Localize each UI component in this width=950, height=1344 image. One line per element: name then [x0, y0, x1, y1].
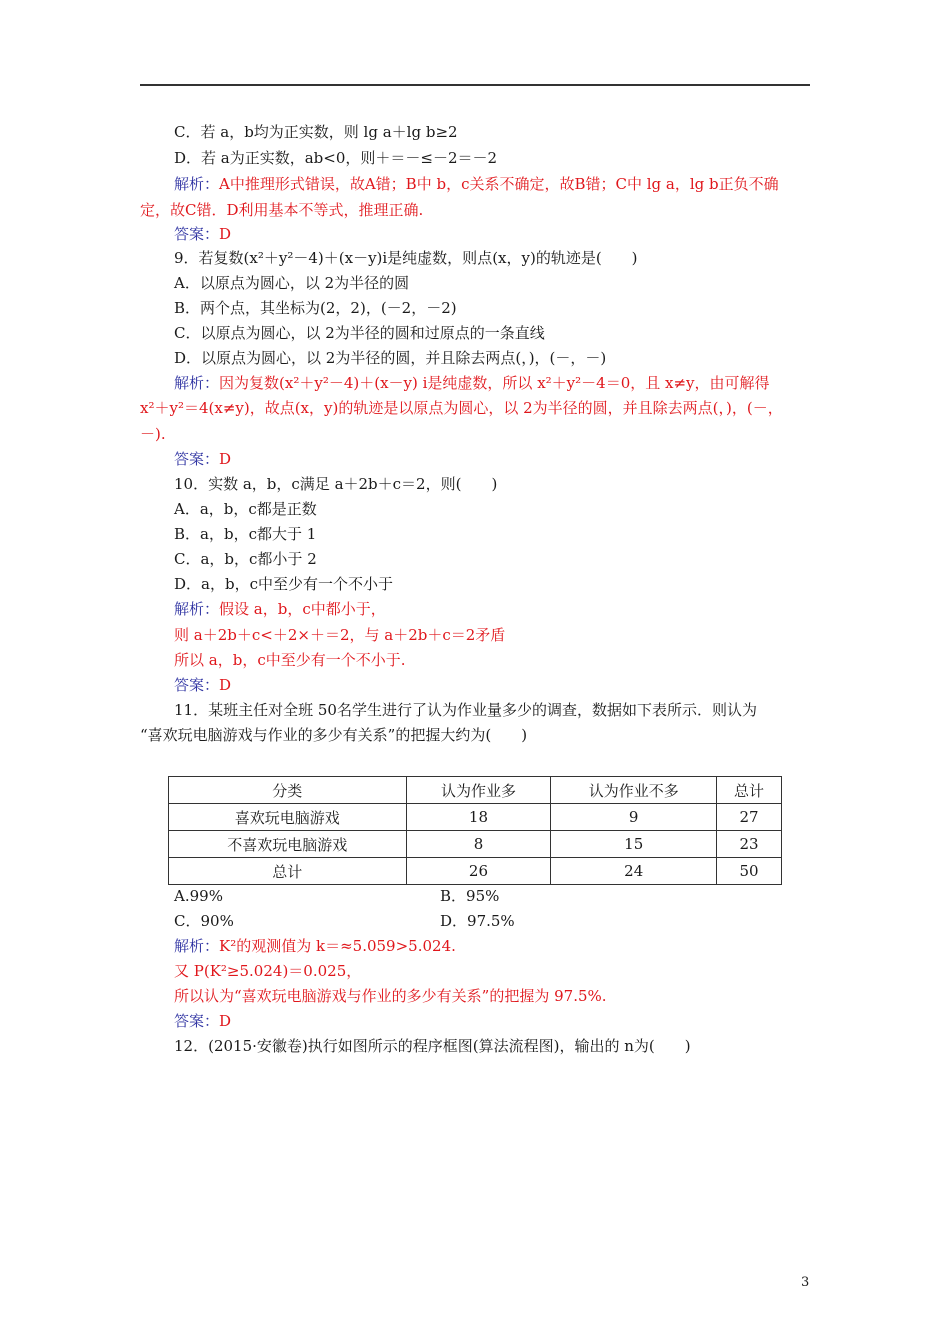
option-c-q11: C．90%	[174, 912, 234, 930]
table-header-cell: 认为作业不多	[551, 777, 717, 804]
answer-q8	[174, 224, 231, 244]
answer-q10	[174, 675, 231, 695]
option-b-q11: B．95%	[440, 887, 500, 905]
table-row	[169, 858, 782, 885]
solution-text: K²的观测值为 k＝≈5.059>5.024.	[219, 937, 456, 955]
answer-q9	[174, 449, 231, 469]
answer-value: D	[219, 1012, 232, 1030]
solution-q10-line2: 则 a＋2b＋c<＋2×＋＝2，与 a＋2b＋c＝2矛盾	[174, 626, 506, 644]
table-cell: 18	[406, 804, 551, 831]
option-d-q10: D．a，b，c中至少有一个不小于	[174, 575, 393, 593]
option-b-q9: B．两个点，其坐标为(2，2)，(－2，－2)	[174, 299, 457, 317]
table-row	[169, 804, 782, 831]
table-cell: 24	[551, 858, 717, 885]
solution-q8-line2: 定，故C错．D利用基本不等式，推理正确.	[140, 201, 424, 219]
question-11-line1: 11．某班主任对全班 50名学生进行了认为作业量多少的调查，数据如下表所示．则认为	[174, 701, 757, 719]
option-d-q11: D．97.5%	[440, 912, 515, 930]
solution-q11-line2: 又 P(K²≥5.024)＝0.025，	[174, 962, 362, 980]
answer-value: D	[219, 676, 232, 694]
solution-q8-line1	[174, 174, 779, 194]
table-cell: 9	[551, 804, 717, 831]
solution-label: 解析：	[174, 600, 220, 618]
solution-label: 解析：	[174, 175, 220, 193]
solution-q9-line2: x²＋y²＝4(x≠y)，故点(x，y)的轨迹是以原点为圆心，以 2为半径的圆，并且除去两点(，)，(－，	[140, 399, 783, 417]
survey-table	[168, 776, 782, 885]
option-b-q10: B．a，b，c都大于 1	[174, 525, 317, 543]
solution-label: 解析：	[174, 374, 220, 392]
question-12: 12．(2015·安徽卷)执行如图所示的程序框图(算法流程图)，输出的 n为( )	[174, 1037, 691, 1055]
solution-q9-line1	[174, 373, 770, 393]
table-header-cell: 分类	[169, 777, 407, 804]
table-cell: 8	[406, 831, 551, 858]
page-number: 3	[801, 1275, 810, 1290]
option-a-q11: A.99%	[174, 887, 223, 905]
option-c-q8: C．若 a，b均为正实数，则 lg a＋lg b≥2	[174, 123, 458, 141]
option-a-q10: A．a，b，c都是正数	[174, 500, 317, 518]
answer-q11	[174, 1011, 231, 1031]
table-cell: 23	[717, 831, 782, 858]
option-d-q8: D．若 a为正实数，ab<0，则＋＝－≤－2＝－2	[174, 149, 498, 167]
solution-q10-line3: 所以 a，b，c中至少有一个不小于.	[174, 651, 406, 669]
solution-q10-line1	[174, 599, 386, 619]
option-d-q9: D．以原点为圆心，以 2为半径的圆，并且除去两点(，)，(－，－)	[174, 349, 607, 367]
answer-value: D	[219, 450, 232, 468]
table-cell: 26	[406, 858, 551, 885]
solution-text: 因为复数(x²＋y²－4)＋(x－y) i是纯虚数，所以 x²＋y²－4＝0，且 x≠y，由可解得	[219, 374, 770, 392]
table-cell: 喜欢玩电脑游戏	[169, 804, 407, 831]
solution-q11-line3: 所以认为“喜欢玩电脑游戏与作业的多少有关系”的把握为 97.5%.	[174, 987, 607, 1005]
solution-q11-line1	[174, 936, 456, 956]
table-header-cell: 总计	[717, 777, 782, 804]
table-header-cell: 认为作业多	[406, 777, 551, 804]
solution-text: A中推理形式错误，故A错；B中 b，c关系不确定，故B错；C中 lg a，lg b正负不确	[219, 175, 779, 193]
solution-q9-line3: －).	[140, 425, 166, 443]
answer-label: 答案：	[174, 450, 220, 468]
solution-text: 假设 a，b，c中都小于，	[219, 600, 386, 618]
option-a-q9: A．以原点为圆心，以 2为半径的圆	[174, 274, 410, 292]
option-c-q10: C．a，b，c都小于 2	[174, 550, 317, 568]
question-9: 9．若复数(x²＋y²－4)＋(x－y)i是纯虚数，则点(x，y)的轨迹是( )	[174, 249, 638, 267]
option-c-q9: C．以原点为圆心，以 2为半径的圆和过原点的一条直线	[174, 324, 545, 342]
table-row	[169, 831, 782, 858]
header-rule	[140, 84, 810, 86]
table-header-row	[169, 777, 782, 804]
table-cell: 总计	[169, 858, 407, 885]
answer-label: 答案：	[174, 225, 220, 243]
solution-label: 解析：	[174, 937, 220, 955]
question-10: 10．实数 a，b，c满足 a＋2b＋c＝2，则( )	[174, 475, 498, 493]
table-cell: 15	[551, 831, 717, 858]
question-11-line2: “喜欢玩电脑游戏与作业的多少有关系”的把握大约为( )	[140, 726, 528, 744]
table-cell: 27	[717, 804, 782, 831]
table-cell: 50	[717, 858, 782, 885]
answer-value: D	[219, 225, 232, 243]
answer-label: 答案：	[174, 676, 220, 694]
table-cell: 不喜欢玩电脑游戏	[169, 831, 407, 858]
answer-label: 答案：	[174, 1012, 220, 1030]
